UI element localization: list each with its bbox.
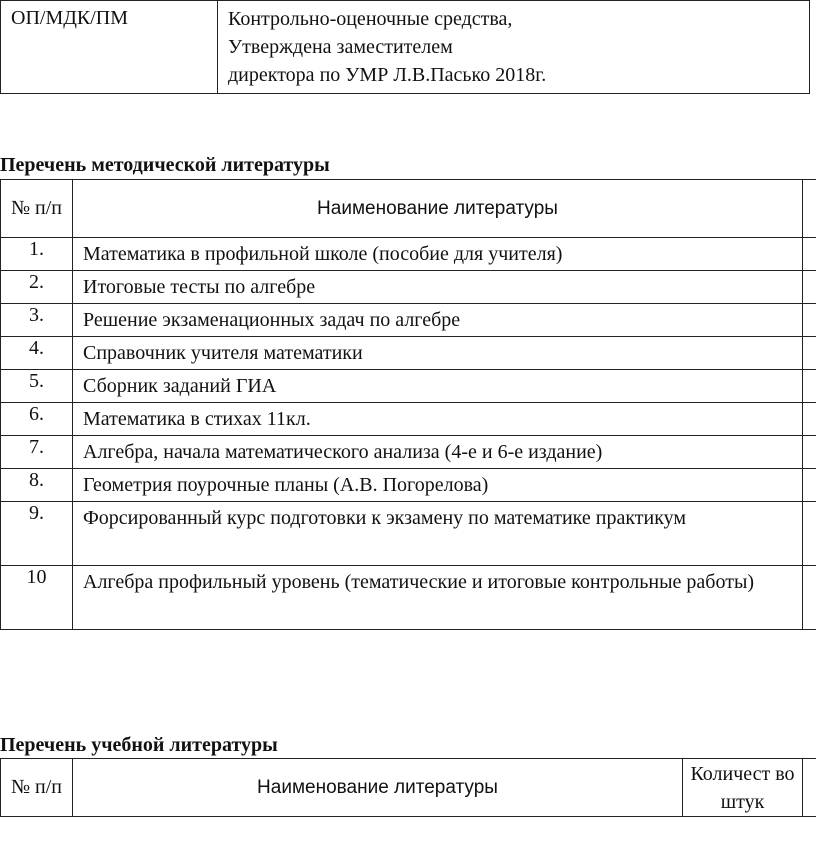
- table-row-num: 6.: [1, 403, 73, 436]
- table-row-num: 7.: [1, 436, 73, 469]
- table-row-num: 4.: [1, 337, 73, 370]
- table-row-num: 10: [1, 566, 73, 630]
- educational-col-qty: Количест во штук: [683, 759, 803, 817]
- methodical-title: Перечень методической литературы: [0, 154, 330, 176]
- header-code: ОП/МДК/ПМ: [1, 1, 218, 94]
- header-line-3: директора по УМР Л.В.Пасько 2018г.: [228, 64, 547, 86]
- educational-title: Перечень учебной литературы: [0, 734, 278, 756]
- table-row-name: Алгебра, начала математического анализа (4-е и 6-е издание): [73, 436, 803, 469]
- table-row-num: 5.: [1, 370, 73, 403]
- educational-table: [0, 758, 816, 817]
- table-row-num: 9.: [1, 502, 73, 566]
- table-row-name: Математика в стихах 11кл.: [73, 403, 803, 436]
- header-table: [0, 0, 810, 94]
- methodical-table: [0, 179, 816, 630]
- table-row-name: Форсированный курс подготовки к экзамену по математике практикум: [73, 502, 803, 566]
- educational-col-num: № п/п: [1, 759, 73, 817]
- table-row-name: Итоговые тесты по алгебре: [73, 271, 803, 304]
- header-line-2: Утверждена заместителем: [228, 36, 453, 58]
- table-row-num: 2.: [1, 271, 73, 304]
- table-row-name: Решение экзаменационных задач по алгебре: [73, 304, 803, 337]
- header-line-1: Контрольно-оценочные средства,: [228, 8, 513, 30]
- methodical-col-num: № п/п: [1, 180, 73, 238]
- table-row-name: Математика в профильной школе (пособие для учителя): [73, 238, 803, 271]
- educational-col-name: Наименование литературы: [73, 759, 683, 817]
- methodical-col-name: Наименование литературы: [73, 180, 803, 238]
- table-row-name: Справочник учителя математики: [73, 337, 803, 370]
- table-row-num: 8.: [1, 469, 73, 502]
- table-row-num: 1.: [1, 238, 73, 271]
- table-row-name: Алгебра профильный уровень (тематические и итоговые контрольные работы): [73, 566, 803, 630]
- table-row-name: Геометрия поурочные планы (А.В. Погорелова): [73, 469, 803, 502]
- header-approval: [218, 1, 810, 94]
- table-row-name: Сборник заданий ГИА: [73, 370, 803, 403]
- table-row-num: 3.: [1, 304, 73, 337]
